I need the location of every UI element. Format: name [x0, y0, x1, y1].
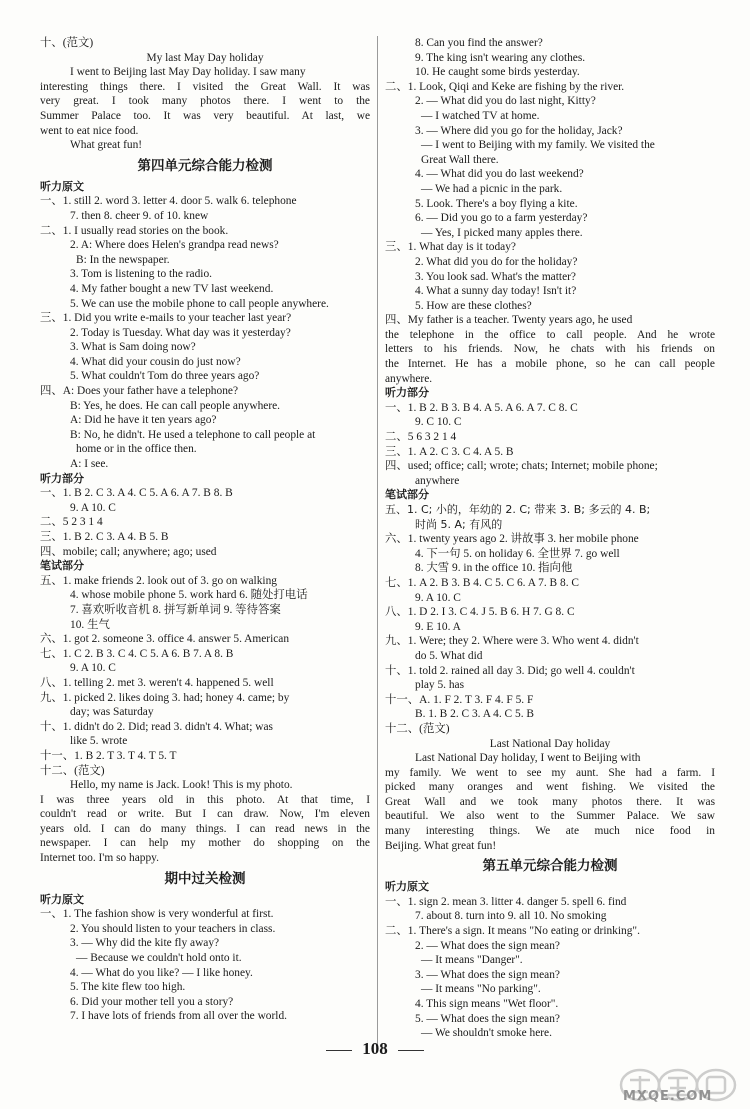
text-line: anywhere. [385, 372, 433, 385]
text-line: do 5. What did [415, 649, 483, 662]
text-line: 6. Did your mother tell you a story? [70, 995, 234, 1008]
text-line: 5. — What does the sign mean? [415, 1012, 560, 1025]
section-title: 期中过关检测 [164, 870, 246, 887]
text-line: 四、mobile; call; anywhere; ago; used [40, 545, 217, 558]
text-line: 五、1. make friends 2. look out of 3. go on walking [40, 574, 277, 587]
text-line: 9. The king isn't wearing any clothes. [415, 51, 586, 64]
text-line: B: No, he didn't. He used a telephone to call people at [70, 428, 316, 441]
text-line: 十一、1. B 2. T 3. T 4. T 5. T [40, 749, 177, 762]
text-line: — We had a picnic in the park. [421, 182, 563, 195]
text-line: — Yes, I picked many apples there. [421, 226, 583, 239]
text-line: 7. about 8. turn into 9. all 10. No smoking [415, 910, 607, 923]
text-line: 3. — What does the sign mean? [415, 968, 560, 981]
text-line: 8. 大雪 9. in the office 10. 指向他 [415, 562, 573, 575]
text-line: 四、My father is a teacher. Twenty years ago, he used [385, 314, 633, 327]
text-line: 二、5 6 3 2 1 4 [385, 431, 457, 444]
text-line: 5. The kite flew too high. [70, 981, 186, 994]
text-line: 7. I have lots of friends from all over the world. [70, 1010, 287, 1023]
text-line: 4. whose mobile phone 5. work hard 6. 随处打电话 [70, 589, 308, 602]
text-line: 4. What did your cousin do just now? [70, 355, 241, 368]
text-line: 3. Tom is listening to the radio. [70, 268, 212, 281]
text-line: 5. Look. There's a boy flying a kite. [415, 197, 578, 210]
text-line: 二、1. Look, Qiqi and Keke are fishing by the river. [385, 80, 625, 93]
text-line: 一、1. still 2. word 3. letter 4. door 5. walk 6. telephone [40, 195, 297, 208]
text-line: 八、1. telling 2. met 3. weren't 4. happened 5. well [40, 676, 274, 689]
text-line: 5. How are these clothes? [415, 299, 532, 312]
text-line: — I went to Beijing with my family. We visited the [421, 139, 655, 152]
text-line: home or in the office then. [76, 443, 197, 456]
section-title: 第五单元综合能力检测 [482, 858, 618, 875]
subsection-label: 笔试部分 [40, 559, 84, 573]
text-line: 2. A: Where does Helen's grandpa read news? [70, 239, 279, 252]
text-line: 十、(范文) [40, 37, 94, 49]
text-line: 六、1. twenty years ago 2. 讲故事 3. her mobile phone [385, 533, 639, 546]
text-line: Internet too. I'm so happy. [40, 852, 159, 865]
text-line: 2. — What does the sign mean? [415, 939, 560, 952]
text-line: I went to Beijing last May Day holiday. I saw many [70, 66, 306, 79]
text-line: beautiful. We also went to the Summer Palace. We saw [385, 810, 715, 823]
text-line: 10. He caught some birds yesterday. [415, 66, 580, 79]
text-line: 9. E 10. A [415, 620, 461, 633]
text-line: my family. We went to see my aunt. She had a farm. I [385, 766, 715, 779]
text-line: 2. Today is Tuesday. What day was it yesterday? [70, 326, 291, 339]
text-line: — I watched TV at home. [421, 109, 540, 122]
text-line: 一、1. B 2. C 3. A 4. C 5. A 6. A 7. B 8. B [40, 487, 233, 500]
text-line: 二、1. I usually read stories on the book. [40, 224, 229, 237]
text-line: 七、1. A 2. B 3. B 4. C 5. C 6. A 7. B 8. C [385, 576, 579, 589]
page-number [0, 1039, 750, 1058]
text-line: 一、1. sign 2. mean 3. litter 4. danger 5. spell 6. find [385, 895, 627, 908]
text-line: Summer Palace too. It was very beautiful. At last, we [40, 109, 370, 122]
text-line: 十、1. told 2. rained all day 3. Did; go well 4. couldn't [385, 664, 635, 677]
text-line: 4. — What do you like? — I like honey. [70, 966, 253, 979]
text-line: 十二、(范文) [385, 722, 450, 735]
text-line: day; was Saturday [70, 706, 154, 719]
text-line: interesting things there. I visited the Great Wall. It was [40, 80, 370, 93]
text-line: B: Yes, he does. He can call people anywhere. [70, 399, 281, 412]
text-line: 二、5 2 3 1 4 [40, 516, 103, 529]
text-line: Last National Day holiday, I went to Beijing with [415, 752, 641, 765]
text-line: 二、1. There's a sign. It means "No eating or drinking". [385, 925, 640, 938]
text-line: 4. This sign means "Wet floor". [415, 998, 559, 1010]
text-line: 2. — What did you do last night, Kitty? [415, 95, 596, 108]
text-line: 6. — Did you go to a farm yesterday? [415, 212, 588, 225]
text-line: play 5. has [415, 679, 465, 692]
text-line: 4. My father bought a new TV last weekend. [70, 282, 274, 295]
section-title: 第四单元综合能力检测 [137, 157, 273, 174]
essay-title: My last May Day holiday [146, 51, 264, 64]
text-line: 8. Can you find the answer? [415, 37, 543, 49]
text-line: 9. A 10. C [415, 591, 461, 604]
text-line: 十一、A. 1. F 2. T 3. F 4. F 5. F [385, 693, 534, 706]
subsection-label: 笔试部分 [385, 488, 429, 502]
text-line: — Because we couldn't hold onto it. [76, 952, 242, 965]
text-line: 四、used; office; call; wrote; chats; Internet; mobile phone; [385, 460, 658, 473]
text-line: 七、1. C 2. B 3. C 4. C 5. A 6. B 7. A 8. B [40, 647, 234, 660]
text-line: 9. A 10. C [70, 662, 116, 675]
text-line: 3. You look sad. What's the matter? [415, 270, 576, 283]
text-line: A: Did he have it ten years ago? [70, 414, 217, 427]
text-line: very great. I took many photos there. I went to the [40, 95, 370, 108]
text-line: 9. A 10. C [70, 501, 116, 514]
text-line: Great Wall and we took many photos there. It was [385, 795, 715, 808]
right-column [385, 36, 715, 1041]
text-line: 一、1. B 2. B 3. B 4. A 5. A 6. A 7. C 8. C [385, 401, 578, 414]
text-line: B. 1. B 2. C 3. A 4. C 5. B [415, 708, 534, 721]
text-line: 10. 生气 [70, 618, 110, 631]
text-line: Beijing. What great fun! [385, 839, 497, 852]
page-number-right-dash [398, 1050, 424, 1051]
text-line: 4. What a sunny day today! Isn't it? [415, 285, 577, 298]
text-line: anywhere [415, 474, 460, 487]
page-number-value: 108 [362, 1039, 388, 1058]
text-line: 7. 喜欢听收音机 8. 拼写新单词 9. 等待答案 [70, 603, 281, 616]
text-line: A: I see. [70, 458, 109, 471]
subsection-label: 听力部分 [40, 471, 84, 485]
text-line: couldn't read or write. But I can draw. Now, I'm eleven [40, 808, 370, 821]
text-line: 5. What couldn't Tom do three years ago? [70, 370, 260, 383]
text-line: Hello, my name is Jack. Look! This is my photo. [70, 779, 293, 792]
text-line: — We shouldn't smoke here. [421, 1027, 552, 1040]
column-divider [377, 36, 378, 1048]
text-line: picked many oranges and went fishing. We visited the [385, 781, 715, 794]
page-number-left-dash [326, 1050, 352, 1051]
subsection-label: 听力原文 [40, 179, 84, 193]
text-line: I was three years old in this photo. At that time, I [40, 793, 370, 806]
text-line: Great Wall there. [421, 153, 499, 166]
text-line: B: In the newspaper. [76, 253, 170, 266]
text-line: 三、1. Did you write e-mails to your teacher last year? [40, 312, 292, 325]
text-line: the telephone in the office to call people. And he wrote [385, 328, 715, 341]
text-line: letters to his friends. Now, he chats with his friends on [385, 343, 715, 356]
text-line: 八、1. D 2. I 3. C 4. J 5. B 6. H 7. G 8. C [385, 606, 575, 619]
text-line: — It means "Danger". [421, 954, 523, 967]
subsection-label: 听力原文 [385, 880, 429, 894]
text-line: the Internet. He has a mobile phone, so he can call people [385, 358, 715, 371]
text-line: 五、1. C; 小的，年幼的 2. C; 带来 3. B; 多云的 4. B; [385, 503, 651, 516]
text-line: 九、1. Were; they 2. Where were 3. Who went 4. didn't [385, 635, 639, 648]
watermark-site: MXQE.COM [623, 1089, 713, 1104]
text-line: newspaper. I can help my mother do shopping on the [40, 837, 370, 850]
text-line: 9. C 10. C [415, 416, 462, 429]
text-line: like 5. wrote [70, 735, 128, 748]
text-line: 2. What did you do for the holiday? [415, 255, 578, 268]
text-line: 三、1. What day is it today? [385, 241, 516, 254]
text-line: 4. 下一句 5. on holiday 6. 全世界 7. go well [415, 547, 620, 560]
text-line: 三、1. B 2. C 3. A 4. B 5. B [40, 531, 169, 543]
text-line: 7. then 8. cheer 9. of 10. knew [70, 209, 209, 222]
text-line: What great fun! [70, 139, 143, 152]
subsection-label: 听力部分 [385, 386, 429, 400]
subsection-label: 听力原文 [40, 892, 84, 906]
text-line: 一、1. The fashion show is very wonderful at first. [40, 908, 274, 921]
text-line: 六、1. got 2. someone 3. office 4. answer 5. American [40, 633, 290, 646]
text-line: 2. You should listen to your teachers in class. [70, 922, 276, 935]
text-line: 3. — Why did the kite fly away? [70, 937, 220, 950]
text-line: years old. I can do many things. I can read news in the [40, 822, 370, 835]
text-line: 3. — Where did you go for the holiday, Jack? [415, 124, 623, 137]
left-column [40, 36, 370, 1024]
text-line: 十二、(范文) [40, 764, 105, 777]
text-line: 5. We can use the mobile phone to call people anywhere. [70, 297, 329, 310]
text-line: — It means "No parking". [421, 983, 541, 996]
text-line: 十、1. didn't do 2. Did; read 3. didn't 4. What; was [40, 720, 273, 733]
text-line: 3. What is Sam doing now? [70, 341, 196, 354]
text-line: went to eat nice food. [40, 124, 139, 137]
text-line: 三、1. A 2. C 3. C 4. A 5. B [385, 445, 514, 458]
essay-title: Last National Day holiday [489, 737, 611, 750]
text-line: 时尚 5. A; 有风的 [415, 517, 503, 531]
text-line: 4. — What did you do last weekend? [415, 168, 584, 181]
text-line: many interesting things. We ate much nice food in [385, 825, 715, 838]
text-line: 四、A: Does your father have a telephone? [40, 385, 238, 398]
text-line: 九、1. picked 2. likes doing 3. had; honey 4. came; by [40, 691, 290, 704]
